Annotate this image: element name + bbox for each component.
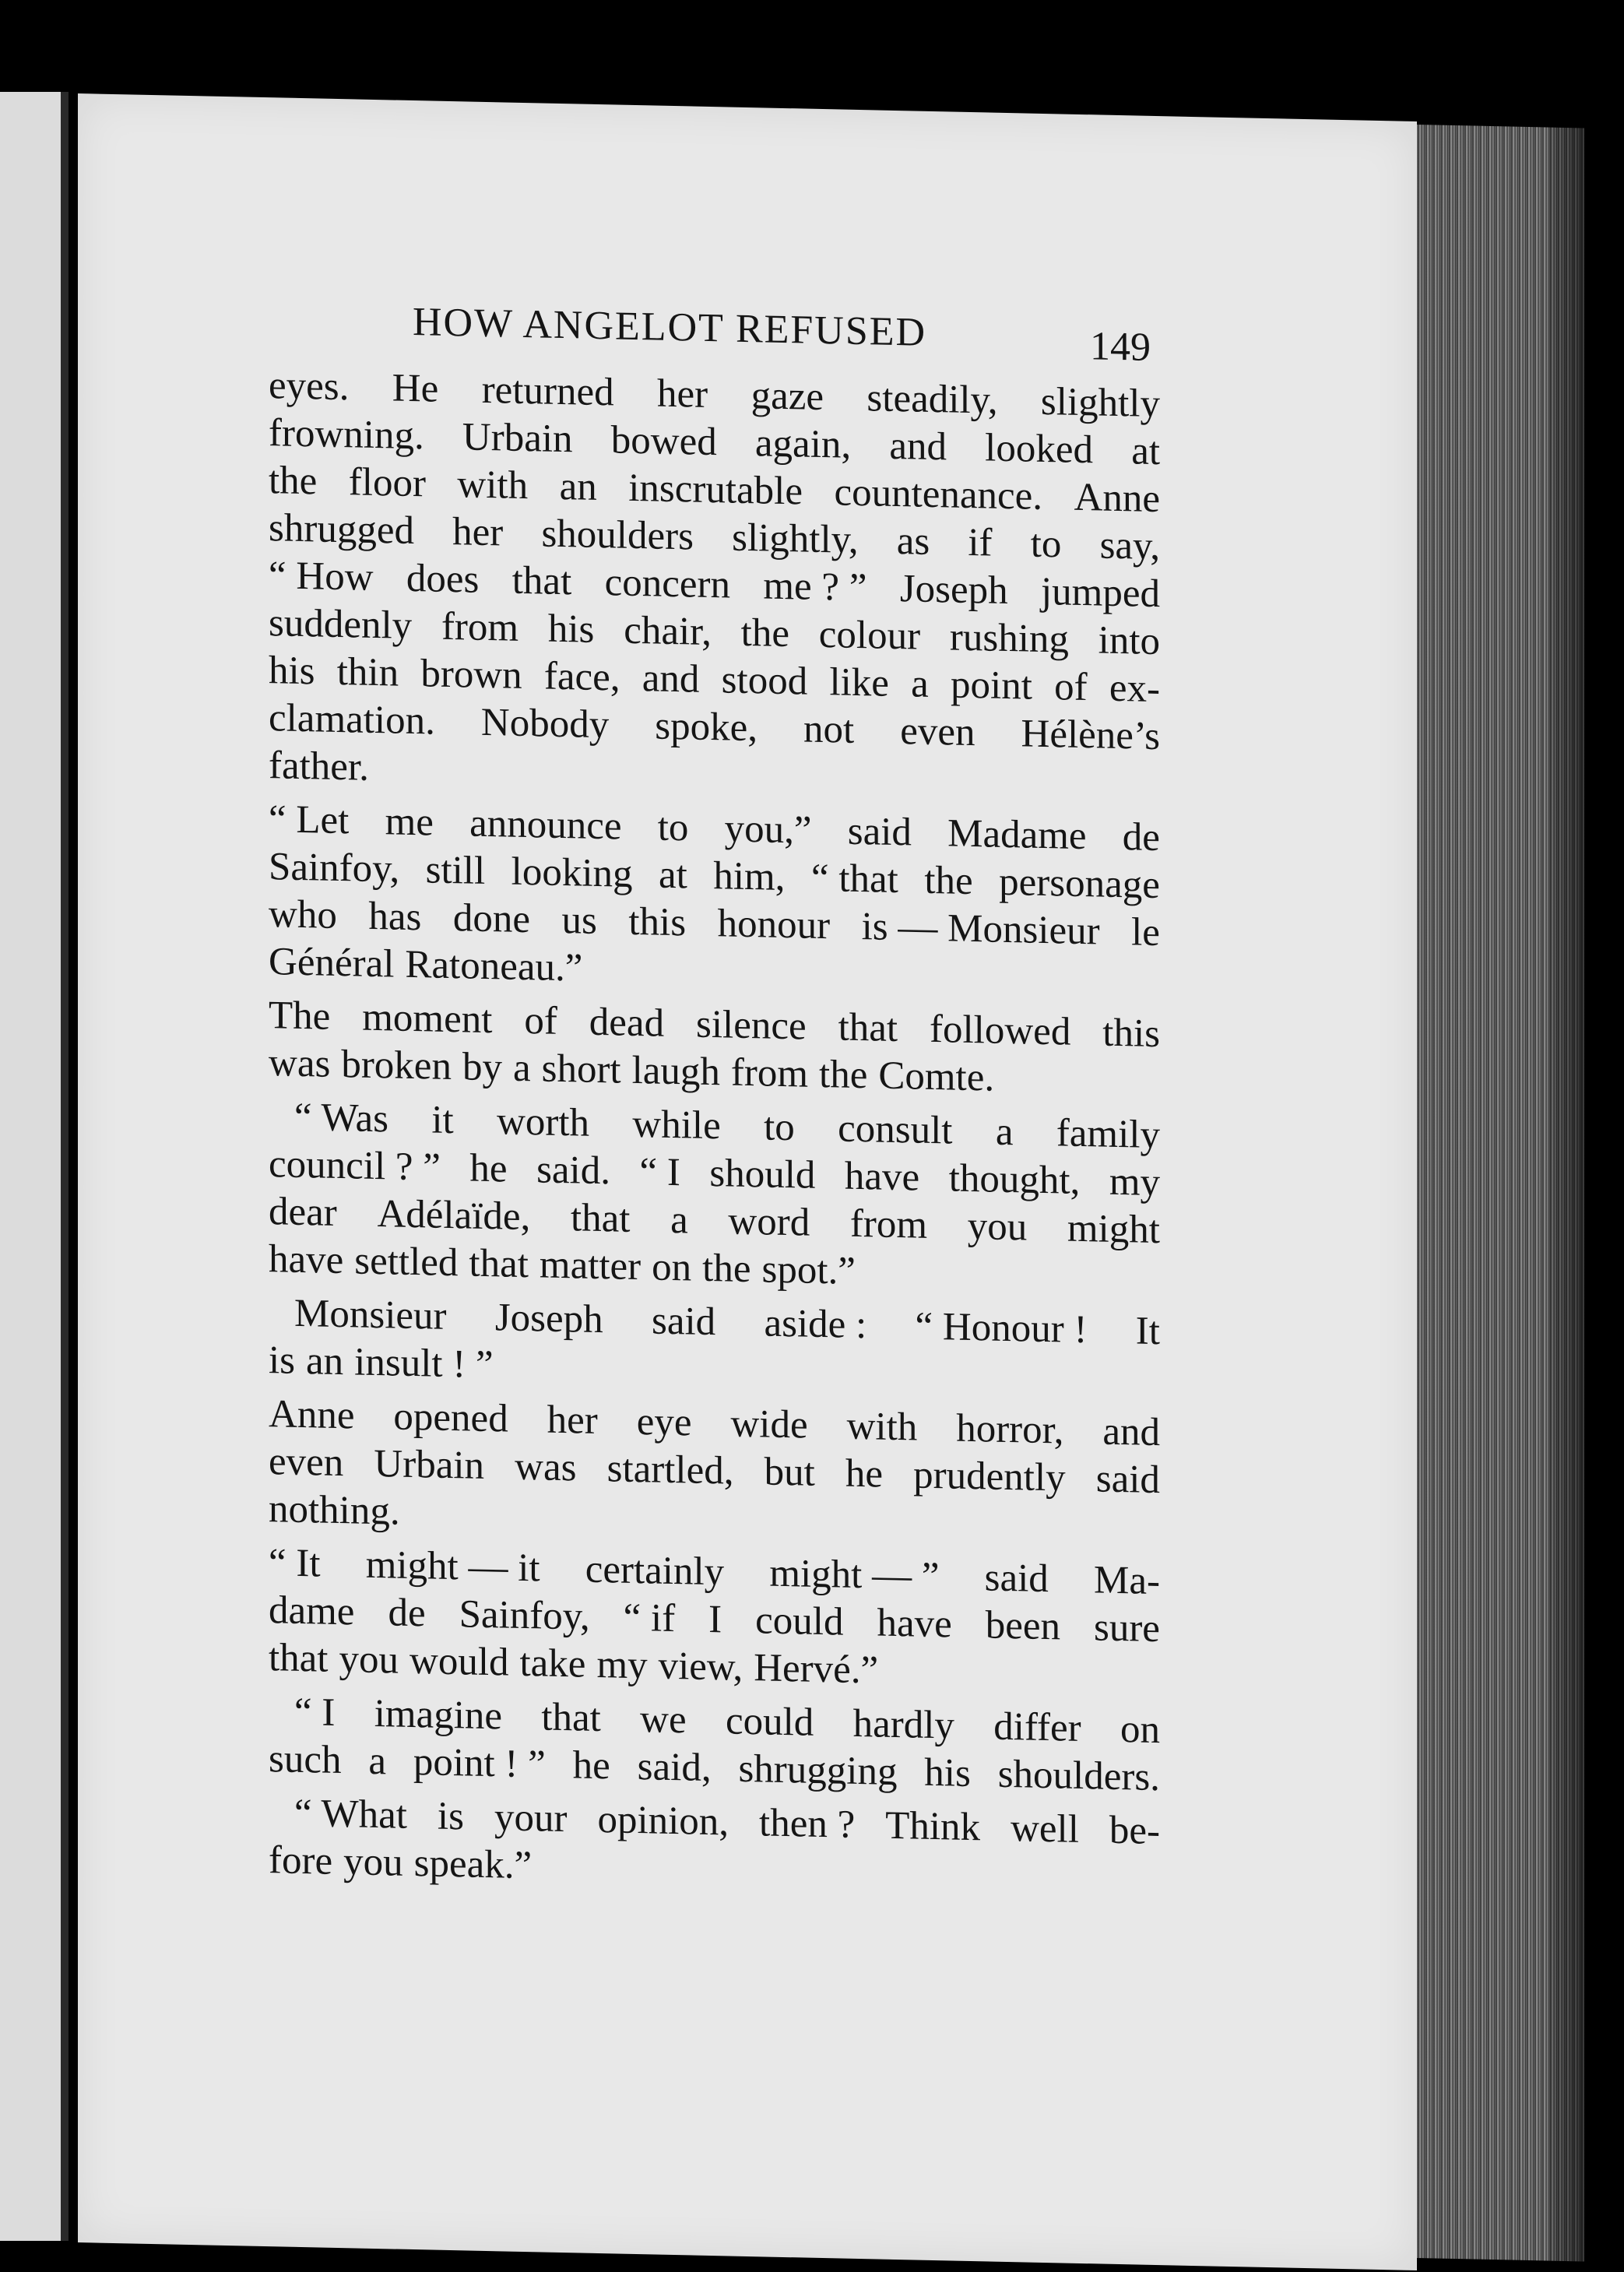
word: you bbox=[339, 1637, 399, 1683]
word: floor bbox=[348, 460, 426, 506]
previous-page-edge bbox=[0, 92, 69, 2241]
word: sure bbox=[1093, 1606, 1160, 1651]
word: clamation. bbox=[269, 696, 435, 744]
word: differ bbox=[993, 1704, 1081, 1750]
word: suddenly bbox=[269, 601, 413, 648]
word: announce bbox=[469, 801, 622, 849]
word: prudently bbox=[913, 1453, 1066, 1500]
running-head: HOW ANGELOT REFUSED bbox=[413, 300, 927, 355]
word: a bbox=[368, 1739, 386, 1784]
word: looked bbox=[985, 426, 1093, 473]
word: “ if bbox=[623, 1595, 676, 1641]
word: as bbox=[896, 519, 930, 564]
word: but bbox=[764, 1450, 815, 1495]
word: Joseph bbox=[899, 567, 1008, 614]
word: le bbox=[1131, 910, 1160, 955]
word: that bbox=[838, 1005, 898, 1051]
word: colour bbox=[818, 612, 921, 659]
word: that bbox=[570, 1196, 631, 1241]
word: a bbox=[670, 1198, 688, 1243]
word: nothing. bbox=[269, 1487, 400, 1534]
word: said. bbox=[536, 1148, 610, 1194]
word: to bbox=[657, 805, 689, 850]
word: family bbox=[1056, 1111, 1160, 1158]
word: me ? ” bbox=[763, 564, 867, 610]
word: silence bbox=[696, 1002, 807, 1049]
word: be- bbox=[1109, 1808, 1160, 1854]
word: might — it bbox=[365, 1542, 540, 1591]
word: we bbox=[640, 1697, 687, 1743]
word: her bbox=[657, 371, 708, 417]
word: us bbox=[561, 899, 597, 943]
word: dear bbox=[269, 1190, 337, 1235]
word: shoulders bbox=[541, 512, 694, 559]
word: insult ! ” bbox=[354, 1340, 494, 1387]
word: certainly bbox=[585, 1547, 725, 1595]
word: was bbox=[515, 1444, 577, 1490]
word: de bbox=[388, 1591, 426, 1636]
word: Madame bbox=[947, 811, 1087, 859]
word: father. bbox=[269, 744, 369, 790]
word: face, bbox=[543, 654, 620, 700]
word: fore bbox=[269, 1838, 333, 1883]
word: stood bbox=[721, 658, 808, 704]
word: gaze bbox=[750, 374, 824, 420]
word: been bbox=[985, 1603, 1060, 1649]
word: and bbox=[889, 424, 947, 470]
word: shrugged bbox=[269, 506, 414, 554]
word: that bbox=[469, 1241, 529, 1287]
word: a bbox=[995, 1110, 1014, 1155]
word: on bbox=[652, 1245, 692, 1290]
word: I bbox=[708, 1597, 722, 1642]
word: even bbox=[900, 709, 975, 755]
word: Général bbox=[269, 940, 395, 987]
word: say, bbox=[1099, 523, 1160, 569]
word: an bbox=[559, 464, 597, 509]
word: opened bbox=[393, 1395, 508, 1441]
word: concern bbox=[604, 561, 731, 607]
word: and bbox=[1102, 1409, 1160, 1455]
word: “ It bbox=[269, 1541, 321, 1586]
word: the bbox=[740, 610, 789, 656]
word: point bbox=[951, 663, 1032, 709]
word: consult bbox=[838, 1106, 953, 1153]
word: with bbox=[457, 462, 529, 508]
word: even bbox=[269, 1440, 344, 1486]
word: have bbox=[269, 1237, 344, 1283]
word: the bbox=[269, 459, 318, 504]
word: worth bbox=[497, 1099, 590, 1145]
word: Anne bbox=[1074, 475, 1160, 522]
word: is — Monsieur bbox=[861, 905, 1100, 954]
word: countenance. bbox=[834, 470, 1043, 519]
word: said bbox=[847, 809, 912, 855]
word: wide bbox=[730, 1402, 808, 1447]
scan-shadow bbox=[1549, 117, 1624, 2272]
word: broken bbox=[341, 1043, 452, 1089]
word: honour bbox=[717, 902, 831, 948]
word: take bbox=[519, 1641, 586, 1686]
word: on bbox=[1120, 1708, 1160, 1753]
word: Anne bbox=[269, 1392, 355, 1438]
word: settled bbox=[354, 1239, 459, 1285]
word: short bbox=[541, 1046, 621, 1092]
word: at bbox=[1131, 429, 1160, 474]
word: It bbox=[1135, 1309, 1160, 1354]
word: to bbox=[1030, 522, 1062, 567]
word: said bbox=[651, 1299, 716, 1345]
word: my bbox=[596, 1642, 648, 1688]
word: de bbox=[1122, 815, 1160, 860]
word: this bbox=[1102, 1011, 1160, 1057]
word: while bbox=[632, 1102, 721, 1148]
word: that bbox=[541, 1695, 601, 1741]
word: my bbox=[1109, 1159, 1160, 1205]
word: “ What bbox=[294, 1791, 407, 1838]
word: by bbox=[462, 1045, 502, 1090]
word: from bbox=[441, 604, 519, 650]
word: spoke, bbox=[655, 704, 758, 751]
word: he bbox=[469, 1146, 508, 1191]
word: brown bbox=[420, 652, 522, 698]
word: this bbox=[628, 899, 687, 945]
word: inscrutable bbox=[628, 466, 803, 514]
word: such bbox=[269, 1737, 342, 1783]
word: Think bbox=[885, 1803, 981, 1850]
word: hardly bbox=[852, 1701, 954, 1748]
word: from bbox=[730, 1050, 809, 1096]
word: from bbox=[849, 1201, 928, 1247]
word: her bbox=[547, 1398, 598, 1443]
word: still bbox=[425, 848, 486, 893]
word: you,” bbox=[724, 807, 812, 853]
word: chair, bbox=[624, 608, 712, 655]
word: you bbox=[967, 1204, 1028, 1250]
word: is bbox=[269, 1338, 296, 1383]
word: followed bbox=[930, 1007, 1071, 1054]
word: jumped bbox=[1041, 569, 1160, 617]
word: it bbox=[431, 1098, 454, 1143]
word: Comte. bbox=[878, 1053, 995, 1100]
word: then ? bbox=[759, 1801, 856, 1847]
word: frowning. bbox=[269, 411, 424, 459]
word: laugh bbox=[631, 1048, 720, 1095]
word: he bbox=[845, 1451, 884, 1496]
word: council ? ” bbox=[269, 1142, 441, 1190]
word: rushing bbox=[949, 615, 1069, 662]
word: dame bbox=[269, 1588, 355, 1634]
word: bowed bbox=[610, 418, 717, 465]
word: might — ” bbox=[769, 1551, 940, 1599]
word: view, bbox=[658, 1644, 743, 1690]
word: done bbox=[452, 896, 530, 942]
word: he bbox=[572, 1743, 610, 1788]
word: horror, bbox=[956, 1406, 1064, 1453]
word: might bbox=[1067, 1206, 1160, 1253]
word: into bbox=[1098, 618, 1160, 664]
word: you bbox=[343, 1840, 403, 1885]
word: Monsieur bbox=[294, 1291, 447, 1338]
word: that bbox=[269, 1636, 329, 1681]
word: his bbox=[269, 649, 315, 694]
word: and bbox=[642, 656, 700, 702]
word: could bbox=[725, 1699, 814, 1745]
word: like bbox=[829, 660, 889, 705]
word: said bbox=[984, 1556, 1049, 1602]
word: should bbox=[709, 1151, 816, 1198]
word: “ I bbox=[294, 1690, 336, 1735]
word: has bbox=[368, 894, 422, 940]
word: opinion, bbox=[597, 1797, 729, 1845]
word: was bbox=[269, 1041, 331, 1086]
word: with bbox=[846, 1404, 918, 1450]
word: Sainfoy, bbox=[459, 1592, 590, 1639]
word: slightly, bbox=[732, 515, 859, 563]
word: of bbox=[1054, 665, 1088, 710]
word: would bbox=[409, 1638, 509, 1685]
word: said, bbox=[637, 1745, 712, 1791]
word: He bbox=[392, 366, 439, 411]
word: that bbox=[511, 558, 572, 604]
word: The bbox=[269, 994, 331, 1039]
word: the bbox=[924, 858, 973, 904]
word: of bbox=[524, 999, 557, 1043]
word: returned bbox=[481, 368, 614, 415]
word: a bbox=[512, 1046, 531, 1091]
word: “ How bbox=[269, 554, 374, 600]
word: dead bbox=[589, 1000, 665, 1046]
word: Urbain bbox=[374, 1441, 485, 1488]
word: a bbox=[911, 662, 929, 706]
word: Nobody bbox=[480, 700, 610, 747]
word: shrugging bbox=[738, 1746, 898, 1795]
word: me bbox=[385, 800, 434, 845]
word: moment bbox=[362, 995, 493, 1043]
word: the bbox=[819, 1052, 868, 1098]
word: is bbox=[437, 1794, 464, 1839]
word: eyes. bbox=[269, 364, 350, 410]
word: speak.” bbox=[413, 1841, 533, 1888]
word: well bbox=[1011, 1806, 1079, 1852]
word: does bbox=[406, 556, 480, 602]
word: Hervé.” bbox=[754, 1646, 879, 1693]
word: have bbox=[877, 1601, 952, 1647]
word: point ! ” bbox=[413, 1740, 546, 1787]
word: matter bbox=[539, 1243, 642, 1289]
word: “ Let bbox=[269, 797, 350, 843]
word: eye bbox=[636, 1400, 692, 1445]
body-text bbox=[269, 362, 1160, 1903]
word: ex- bbox=[1109, 666, 1160, 712]
word: Joseph bbox=[494, 1296, 603, 1342]
word: him, bbox=[713, 854, 786, 900]
word: said bbox=[1095, 1457, 1160, 1503]
page-content bbox=[78, 93, 1417, 2270]
word: Ma- bbox=[1093, 1558, 1160, 1604]
word: spot.” bbox=[761, 1247, 856, 1293]
word: steadily, bbox=[866, 376, 998, 423]
word: Adélaïde, bbox=[377, 1192, 531, 1240]
word: personage bbox=[999, 860, 1160, 908]
word: “ Honour ! bbox=[915, 1304, 1088, 1352]
word: Ratoneau.” bbox=[405, 942, 583, 990]
word: her bbox=[452, 510, 504, 555]
word: an bbox=[306, 1339, 344, 1384]
word: thin bbox=[336, 649, 399, 695]
word: again, bbox=[754, 421, 852, 467]
page-number: 149 bbox=[1090, 324, 1151, 370]
word: at bbox=[659, 853, 687, 898]
word: looking bbox=[511, 849, 633, 896]
word: imagine bbox=[374, 1691, 502, 1739]
word: word bbox=[728, 1199, 810, 1245]
word: Sainfoy, bbox=[269, 845, 400, 892]
word: if bbox=[968, 520, 993, 565]
word: who bbox=[269, 892, 337, 937]
word: the bbox=[702, 1246, 751, 1292]
word: “ that bbox=[810, 856, 898, 902]
word: to bbox=[764, 1105, 795, 1150]
word: not bbox=[803, 707, 855, 752]
word: have bbox=[844, 1154, 920, 1200]
word: Hélène’s bbox=[1021, 712, 1160, 759]
word: “ Was bbox=[294, 1095, 389, 1141]
word: “ I bbox=[639, 1150, 680, 1195]
word: startled, bbox=[606, 1447, 734, 1493]
word: your bbox=[494, 1795, 568, 1841]
word: shoulders. bbox=[997, 1752, 1160, 1800]
word: slightly bbox=[1040, 379, 1160, 427]
word: could bbox=[755, 1598, 844, 1644]
book-page bbox=[78, 93, 1417, 2270]
word: aside : bbox=[764, 1301, 867, 1348]
word: Urbain bbox=[462, 415, 573, 462]
word: his bbox=[547, 607, 595, 652]
word: his bbox=[924, 1750, 971, 1796]
word: thought, bbox=[948, 1156, 1081, 1203]
